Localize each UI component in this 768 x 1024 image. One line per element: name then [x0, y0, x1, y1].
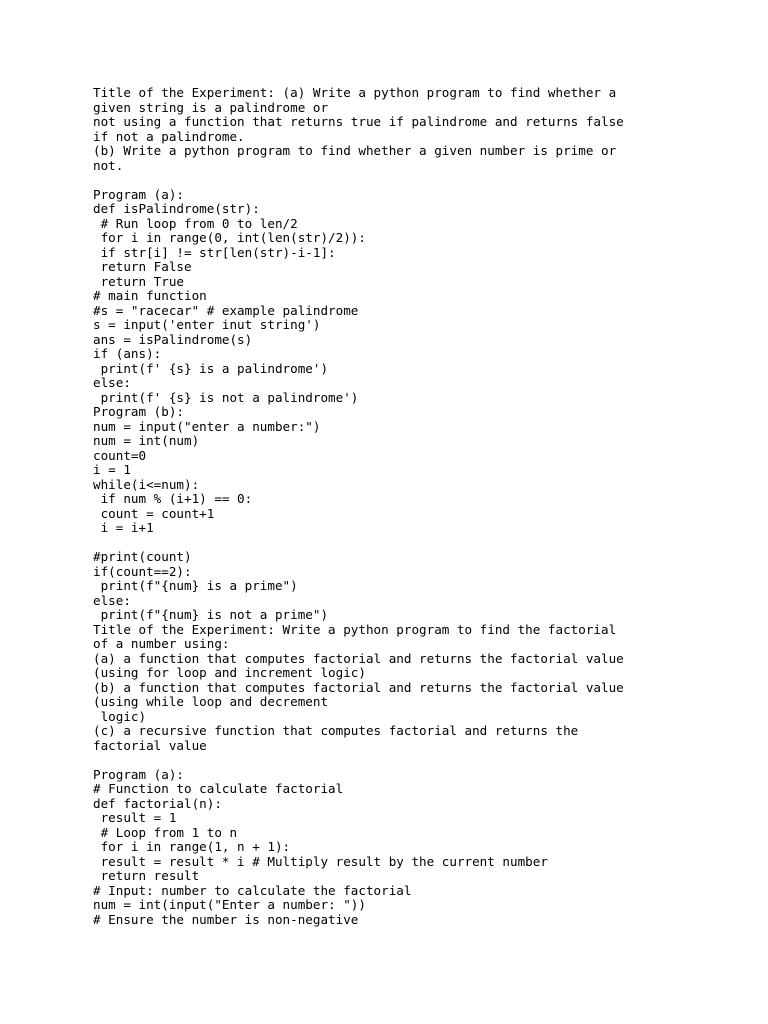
- text-line: num = int(input("Enter a number: ")): [93, 897, 366, 912]
- text-line: print(f"{num} is not a prime"): [93, 607, 329, 622]
- text-line: factorial value: [93, 737, 207, 753]
- text-line: return True: [93, 273, 184, 289]
- text-line: s = input('enter inut string'): [93, 317, 321, 332]
- text-line: else:: [93, 375, 131, 390]
- text-line: count = count+1: [93, 505, 215, 521]
- text-line: Title of the Experiment: Write a python program to find the factorial: [93, 621, 617, 637]
- document-page: [93, 86, 753, 927]
- text-line: count=0: [93, 447, 147, 463]
- text-line: (using for loop and increment logic): [93, 665, 366, 680]
- text-line: while(i<=num):: [93, 476, 200, 492]
- text-line: given string is a palindrome or: [93, 99, 329, 115]
- text-line: # Run loop from 0 to len/2: [93, 215, 298, 231]
- text-line: not using a function that returns true if palindrome and returns false: [93, 114, 624, 129]
- text-line: # Function to calculate factorial: [93, 781, 344, 796]
- text-line: for i in range(0, int(len(str)/2)):: [93, 230, 366, 245]
- text-line: Program (a):: [93, 766, 184, 782]
- text-line: not.: [93, 157, 124, 173]
- text-line: (using while loop and decrement: [93, 694, 329, 709]
- text-line: result = 1: [93, 810, 177, 825]
- text-line: result = result * i # Multiply result by the current number: [93, 853, 548, 869]
- text-line: #print(count): [93, 549, 192, 564]
- text-line: def isPalindrome(str):: [93, 201, 260, 216]
- text-line: #s = "racecar" # example palindrome: [93, 302, 359, 318]
- text-line: if(count==2):: [93, 563, 192, 579]
- text-line: [93, 173, 753, 188]
- document-text: [93, 86, 753, 927]
- text-line: for i in range(1, n + 1):: [93, 839, 291, 854]
- text-line: # Loop from 1 to n: [93, 824, 238, 840]
- text-line: Program (a):: [93, 186, 184, 202]
- text-line: Title of the Experiment: (a) Write a python program to find whether a: [93, 85, 617, 100]
- text-line: print(f"{num} is a prime"): [93, 578, 298, 593]
- text-line: # Input: number to calculate the factorial: [93, 882, 412, 898]
- text-line: # Ensure the number is non-negative: [93, 911, 359, 927]
- text-line: else:: [93, 592, 131, 608]
- text-line: [93, 753, 753, 768]
- text-line: print(f' {s} is a palindrome'): [93, 360, 329, 376]
- text-line: if str[i] != str[len(str)-i-1]:: [93, 244, 336, 260]
- text-line: return result: [93, 868, 200, 883]
- text-line: return False: [93, 259, 192, 274]
- text-line: [93, 536, 753, 551]
- text-line: if (ans):: [93, 346, 162, 361]
- text-line: (c) a recursive function that computes factorial and returns the: [93, 723, 579, 738]
- text-line: if not a palindrome.: [93, 128, 245, 144]
- text-line: if num % (i+1) == 0:: [93, 491, 253, 506]
- text-line: num = input("enter a number:"): [93, 418, 321, 434]
- text-line: logic): [93, 708, 147, 724]
- text-line: (b) a function that computes factorial and returns the factorial value: [93, 679, 624, 695]
- text-line: ans = isPalindrome(s): [93, 331, 253, 347]
- text-line: num = int(num): [93, 433, 200, 448]
- text-line: i = i+1: [93, 520, 154, 535]
- text-line: print(f' {s} is not a palindrome'): [93, 389, 359, 405]
- text-line: i = 1: [93, 462, 131, 477]
- text-line: (b) Write a python program to find whether a given number is prime or: [93, 143, 617, 158]
- text-line: (a) a function that computes factorial and returns the factorial value: [93, 650, 624, 666]
- text-line: # main function: [93, 288, 207, 303]
- text-line: def factorial(n):: [93, 795, 222, 811]
- text-line: Program (b):: [93, 404, 184, 419]
- text-line: of a number using:: [93, 636, 230, 651]
